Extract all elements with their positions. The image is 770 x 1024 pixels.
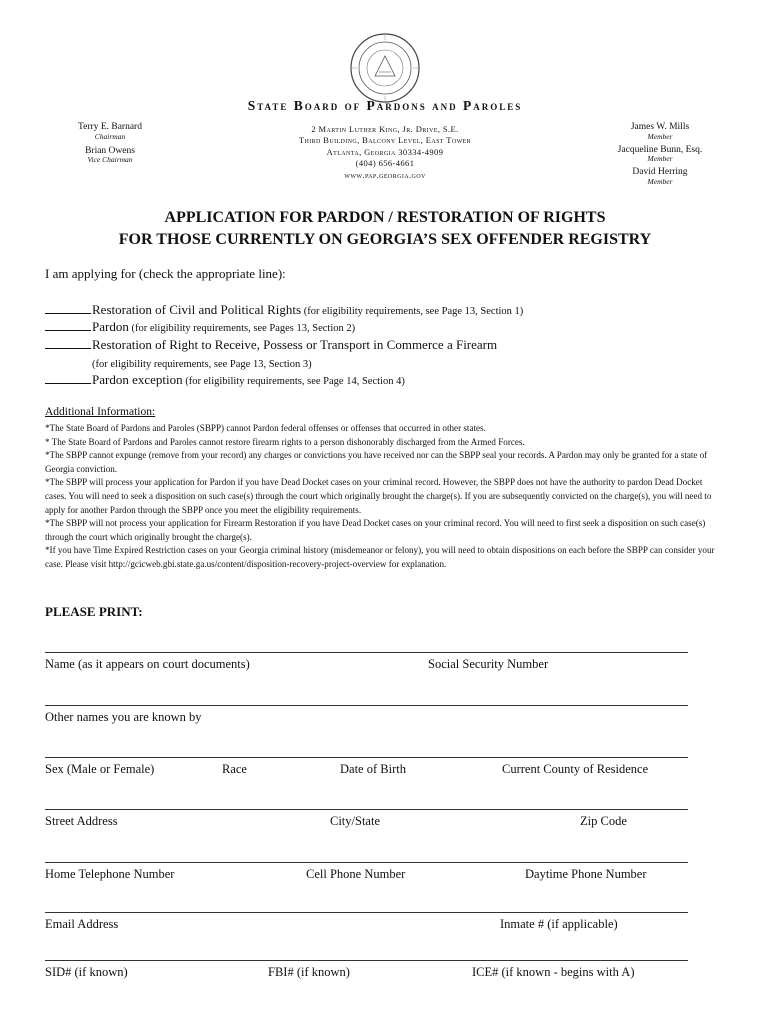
- option-firearm[interactable]: [45, 337, 497, 353]
- agency-name: State Board of Pardons and Paroles: [247, 98, 523, 113]
- official-role: Vice Chairman: [87, 155, 133, 165]
- option-firearm-note: [92, 355, 312, 371]
- state-seal-icon: [349, 32, 421, 104]
- option-label: Pardon: [92, 319, 129, 334]
- title-line-2: FOR THOSE CURRENTLY ON GEORGIA’S SEX OFFENDER REGISTRY: [118, 230, 652, 248]
- inmate-label: Inmate # (if applicable): [500, 917, 618, 931]
- option-note: (for eligibility requirements, see Page 13, Section 3): [92, 359, 312, 370]
- address-phone: (404) 656-4661: [355, 158, 415, 169]
- please-print-label: PLEASE PRINT:: [45, 604, 143, 619]
- sex-label: Sex (Male or Female): [45, 762, 155, 776]
- address-line: Third Building, Balcony Level, East Tower: [298, 135, 472, 146]
- option-note: (for eligibility requirements, see Page 13, Section 1): [301, 306, 524, 317]
- official-name: David Herring: [632, 167, 688, 178]
- additional-info-notes: [45, 422, 725, 572]
- county-label: Current County of Residence: [502, 762, 649, 776]
- other-names-input-line[interactable]: [45, 705, 688, 706]
- agency-address: [200, 124, 570, 181]
- race-label: Race: [222, 762, 247, 776]
- note-item: * The State Board of Pardons and Paroles cannot restore firearm rights to a person dishonorably discharged from the Armed Forces.: [45, 436, 525, 447]
- additional-info-heading-text: Additional Information: [45, 406, 152, 418]
- other-names-label: Other names you are known by: [45, 710, 202, 724]
- phone-input-line[interactable]: [45, 862, 688, 863]
- option-pardon[interactable]: [45, 319, 355, 335]
- checkbox-line[interactable]: [45, 302, 91, 314]
- checkbox-line[interactable]: [45, 319, 91, 331]
- note-item: *If you have Time Expired Restriction cases on your Georgia criminal history (misdemeanor or felony), you will need to obtain dispositions on each before the SBPP can consider your case. Please visit http://gcicweb.gbi.state.ga.us/content/disposition-recovery-project-overview for explanation.: [45, 545, 715, 569]
- option-pardon-exception[interactable]: [45, 372, 405, 388]
- form-title: [0, 207, 770, 250]
- option-note: (for eligibility requirements, see Page 14, Section 4): [182, 376, 405, 387]
- sid-label: SID# (if known): [45, 965, 128, 979]
- cell-phone-label: Cell Phone Number: [306, 867, 406, 881]
- option-note: (for eligibility requirements, see Pages 13, Section 2): [128, 323, 356, 334]
- official-name: James W. Mills: [630, 122, 690, 132]
- intro-text: I am applying for (check the appropriate line):: [45, 266, 286, 281]
- name-input-line[interactable]: [45, 652, 688, 653]
- email-input-line[interactable]: [45, 912, 688, 913]
- name-label: Name (as it appears on court documents): [45, 657, 250, 671]
- zip-label: Zip Code: [580, 814, 627, 828]
- id-numbers-input-line[interactable]: [45, 960, 688, 961]
- official-role: Member: [647, 177, 673, 187]
- dob-label: Date of Birth: [340, 762, 406, 776]
- official-name: Terry E. Barnard: [78, 122, 142, 132]
- official-name: Jacqueline Bunn, Esq.: [617, 144, 703, 155]
- official-role: Member: [647, 131, 673, 141]
- option-label: Restoration of Right to Receive, Possess or Transport in Commerce a Firearm: [92, 337, 498, 352]
- ice-label: ICE# (if known - begins with A): [472, 965, 635, 979]
- daytime-phone-label: Daytime Phone Number: [525, 867, 647, 881]
- street-label: Street Address: [45, 814, 118, 828]
- official-role: Chairman: [94, 131, 126, 141]
- note-item: *The SBPP will not process your application for Firearm Restoration if you have Dead Docket cases on your criminal record. You will need to first seek a disposition on such case(s) through the court which originally brought the charge(s).: [45, 518, 706, 542]
- note-item: *The SBPP cannot expunge (remove from your record) any charges or convictions you have received nor can the SBPP seal your records. A Pardon may only be granted for a state of Georgia conviction.: [45, 450, 708, 474]
- right-officials: [600, 122, 720, 187]
- home-phone-label: Home Telephone Number: [45, 867, 175, 881]
- option-label: Restoration of Civil and Political Rights: [92, 302, 302, 317]
- fbi-label: FBI# (if known): [268, 965, 350, 979]
- ssn-label: Social Security Number: [428, 657, 549, 671]
- option-label: Pardon exception: [92, 372, 183, 387]
- official-role: Member: [647, 154, 673, 164]
- checkbox-line[interactable]: [45, 372, 91, 384]
- address-input-line[interactable]: [45, 809, 688, 810]
- demographics-input-line[interactable]: [45, 757, 688, 758]
- note-item: *The State Board of Pardons and Paroles (SBPP) cannot Pardon federal offenses or offenses that occurred in other states.: [45, 423, 486, 433]
- additional-info-heading: Additional Information:: [45, 406, 156, 418]
- note-item: *The SBPP will process your application for Pardon if you have Dead Docket cases on your criminal record. However, the SBPP does not have the authority to pardon Dead Docket cases. You will need to seek a disposition on such case(s) through the court which originally brought the charge(s). If you are subsequently convicted on the charge(s), you will need to apply for another Pardon through the SBPP once you meet the eligibility requirements.: [45, 477, 712, 515]
- email-label: Email Address: [45, 917, 119, 931]
- checkbox-line[interactable]: [45, 337, 91, 349]
- left-officials: [60, 122, 160, 165]
- address-line: Atlanta, Georgia 30334-4909: [326, 146, 444, 157]
- city-state-label: City/State: [330, 814, 380, 828]
- address-line: 2 Martin Luther King, Jr. Drive, S.E.: [311, 124, 459, 134]
- option-restoration-civil[interactable]: [45, 302, 523, 318]
- address-website: www.pap.georgia.gov: [344, 169, 426, 180]
- official-name: Brian Owens: [85, 145, 135, 156]
- title-line-1: APPLICATION FOR PARDON / RESTORATION OF RIGHTS: [164, 209, 606, 226]
